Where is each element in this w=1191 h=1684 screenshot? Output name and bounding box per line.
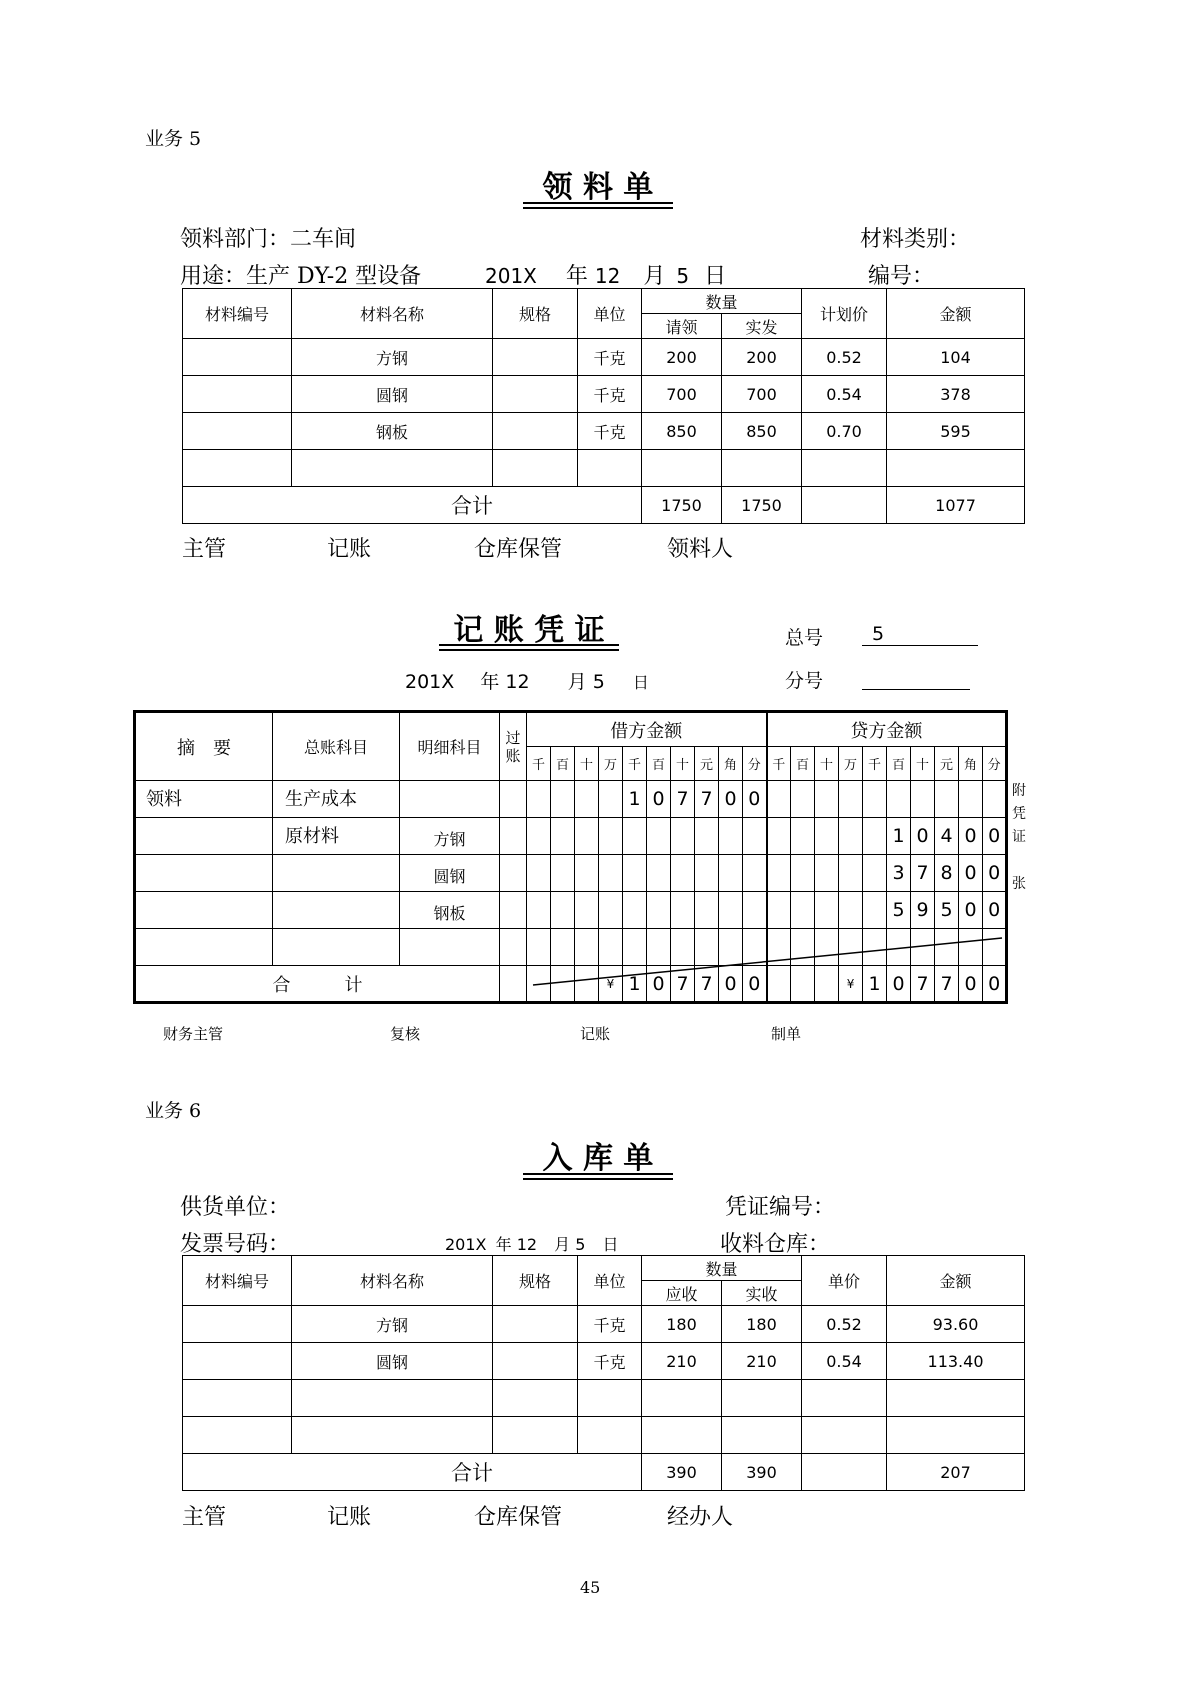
header-spec: 规格 — [493, 289, 578, 339]
requisition-title: 领 料 单 — [523, 162, 673, 206]
voucher-sign-bookkeeping: 记账 — [580, 1025, 611, 1043]
credit-digit: 0 — [983, 818, 1007, 855]
total-no-value: 5 — [872, 623, 885, 645]
credit-digit: 9 — [911, 892, 935, 929]
signature-receiver: 领料人 — [667, 537, 734, 562]
table-row: 方钢 千克 180 180 0.52 93.60 — [183, 1306, 1025, 1343]
header-price: 单价 — [802, 1256, 887, 1306]
header-posted: 过账 — [500, 712, 527, 781]
table-row: 方钢 千克 200 200 0.52 104 — [183, 339, 1025, 376]
header-unit: 单位 — [578, 289, 642, 339]
total-debit-digit: 7 — [671, 966, 695, 1003]
signature-bookkeeper: 记账 — [327, 537, 372, 562]
total-debit-digit: ¥ — [599, 966, 623, 1003]
header-qty: 数量 — [642, 1256, 802, 1281]
digit-header: 分 — [983, 747, 1007, 781]
credit-digit: 8 — [935, 855, 959, 892]
digit-header: 分 — [743, 747, 767, 781]
signature-warehouse: 仓库保管 — [474, 1505, 563, 1530]
header-spec: 规格 — [493, 1256, 578, 1306]
header-code: 材料编号 — [183, 289, 292, 339]
supplier-label: 供货单位： — [180, 1195, 291, 1220]
header-qty-due: 应收 — [642, 1281, 722, 1306]
header-price: 计划价 — [802, 289, 887, 339]
debit-digit: 0 — [647, 781, 671, 818]
total-label: 合计 — [183, 1454, 642, 1491]
total-debit-digit: 0 — [647, 966, 671, 1003]
digit-header: 角 — [959, 747, 983, 781]
total-credit-digit: 0 — [887, 966, 911, 1003]
total-row: 合计 1750 1750 1077 — [183, 487, 1025, 524]
number-label: 编号： — [868, 264, 935, 289]
credit-digit: 0 — [959, 855, 983, 892]
voucher-date: 201X 年 12 月 5 日 — [405, 671, 649, 693]
digit-header: 千 — [863, 747, 887, 781]
table-row — [183, 1417, 1025, 1454]
credit-digit: 7 — [911, 855, 935, 892]
header-general-account: 总账科目 — [273, 712, 400, 781]
general-account-cell: 原材料 — [273, 818, 400, 855]
debit-digit: 1 — [623, 781, 647, 818]
credit-digit: 0 — [983, 892, 1007, 929]
warehouse-label: 收料仓库： — [720, 1232, 831, 1257]
total-credit-digit: 0 — [983, 966, 1007, 1003]
page-number: 45 — [580, 1578, 601, 1597]
receipt-date: 201X 年 12 月 5 日 — [445, 1235, 619, 1254]
credit-digit: 5 — [887, 892, 911, 929]
attachment-note: 附 凭 证 张 — [1012, 783, 1026, 892]
voucher-sign-review: 复核 — [390, 1025, 421, 1043]
credit-digit: 5 — [935, 892, 959, 929]
credit-digit: 3 — [887, 855, 911, 892]
debit-digit: 0 — [743, 781, 767, 818]
receipt-table — [182, 1255, 1025, 1491]
receipt-title: 入 库 单 — [523, 1133, 673, 1177]
dept-value: 二车间 — [290, 227, 357, 252]
header-qty-req: 请领 — [642, 314, 722, 339]
header-code: 材料编号 — [183, 1256, 292, 1306]
digit-header: 百 — [887, 747, 911, 781]
signature-warehouse: 仓库保管 — [474, 537, 563, 562]
header-qty: 数量 — [642, 289, 802, 314]
credit-digit: 4 — [935, 818, 959, 855]
digit-header: 角 — [719, 747, 743, 781]
credit-digit: 0 — [959, 818, 983, 855]
voucher-no-label: 凭证编号： — [725, 1195, 836, 1220]
credit-digit: 0 — [959, 892, 983, 929]
requisition-date: 201X 年 12 月 5 日 — [485, 264, 727, 289]
voucher-title: 记 账 凭 证 — [439, 605, 619, 649]
table-row: 钢板 千克 850 850 0.70 595 — [183, 413, 1025, 450]
section-heading: 业务 5 — [145, 128, 202, 150]
digit-header: 十 — [815, 747, 839, 781]
purpose-value: 生产 DY-2 型设备 — [246, 264, 422, 289]
digit-header: 十 — [671, 747, 695, 781]
header-credit: 贷方金额 — [767, 712, 1007, 747]
total-credit-digit: 7 — [911, 966, 935, 1003]
total-credit-digit: 1 — [863, 966, 887, 1003]
header-name: 材料名称 — [292, 1256, 493, 1306]
debit-digit: 7 — [671, 781, 695, 818]
header-qty-act: 实收 — [722, 1281, 802, 1306]
header-summary: 摘 要 — [135, 712, 273, 781]
total-debit-digit: 1 — [623, 966, 647, 1003]
debit-digit: 7 — [695, 781, 719, 818]
digit-header: 千 — [527, 747, 551, 781]
digit-header: 万 — [599, 747, 623, 781]
digit-header: 百 — [791, 747, 815, 781]
sub-no-label: 分号 — [785, 670, 824, 692]
digit-header: 千 — [767, 747, 791, 781]
detail-account-cell: 钢板 — [400, 892, 500, 929]
general-account-cell: 生产成本 — [273, 781, 400, 818]
voucher-total-label: 合 计 — [135, 966, 500, 1003]
total-debit-digit: 0 — [719, 966, 743, 1003]
purpose-label: 用途： — [180, 264, 247, 289]
signature-bookkeeper: 记账 — [327, 1505, 372, 1530]
voucher-sign-preparer: 制单 — [771, 1025, 802, 1043]
table-row: 圆钢 千克 700 700 0.54 378 — [183, 376, 1025, 413]
total-debit-digit: 0 — [743, 966, 767, 1003]
table-row — [183, 1380, 1025, 1417]
credit-digit: 1 — [887, 818, 911, 855]
total-label: 合计 — [183, 487, 642, 524]
total-row: 合计 390 390 207 — [183, 1454, 1025, 1491]
invoice-label: 发票号码： — [180, 1232, 291, 1257]
digit-header: 千 — [623, 747, 647, 781]
category-label: 材料类别： — [860, 227, 971, 252]
digit-header: 百 — [551, 747, 575, 781]
signature-handler: 经办人 — [667, 1505, 734, 1530]
digit-header: 百 — [647, 747, 671, 781]
digit-header: 元 — [695, 747, 719, 781]
total-credit-digit: ¥ — [839, 966, 863, 1003]
header-amount: 金额 — [887, 289, 1025, 339]
header-detail-account: 明细科目 — [400, 712, 500, 781]
voucher-sign-finance: 财务主管 — [163, 1025, 224, 1043]
debit-digit: 0 — [719, 781, 743, 818]
dept-label: 领料部门： — [180, 227, 291, 252]
summary-cell: 领料 — [135, 781, 273, 818]
header-qty-act: 实发 — [722, 314, 802, 339]
digit-header: 元 — [935, 747, 959, 781]
header-name: 材料名称 — [292, 289, 493, 339]
credit-digit: 0 — [983, 855, 1007, 892]
total-no-label: 总号 — [785, 627, 824, 649]
total-debit-digit: 7 — [695, 966, 719, 1003]
signature-supervisor: 主管 — [182, 1505, 227, 1530]
header-unit: 单位 — [578, 1256, 642, 1306]
header-debit: 借方金额 — [527, 712, 767, 747]
detail-account-cell: 圆钢 — [400, 855, 500, 892]
digit-header: 十 — [575, 747, 599, 781]
total-credit-digit: 7 — [935, 966, 959, 1003]
section-heading: 业务 6 — [145, 1100, 202, 1122]
header-amount: 金额 — [887, 1256, 1025, 1306]
total-credit-digit: 0 — [959, 966, 983, 1003]
credit-digit: 0 — [911, 818, 935, 855]
signature-supervisor: 主管 — [182, 537, 227, 562]
digit-header: 万 — [839, 747, 863, 781]
digit-header: 十 — [911, 747, 935, 781]
table-row: 圆钢 千克 210 210 0.54 113.40 — [183, 1343, 1025, 1380]
detail-account-cell: 方钢 — [400, 818, 500, 855]
